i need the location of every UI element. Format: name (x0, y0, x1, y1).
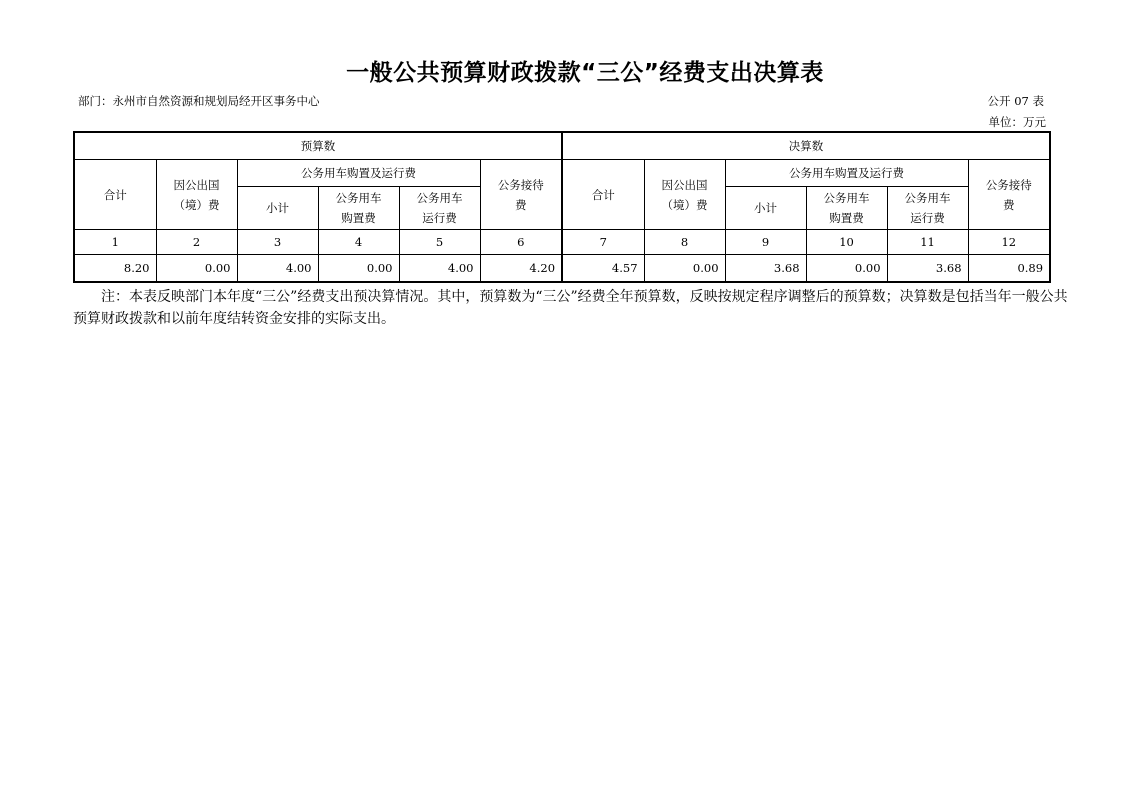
column-index: 4 (318, 230, 399, 255)
column-index: 3 (237, 230, 318, 255)
final-reception-value: 0.89 (968, 255, 1050, 283)
unit-label: 单位：万元 (988, 115, 1046, 129)
final-total-value: 4.57 (562, 255, 644, 283)
final-header: 决算数 (562, 132, 1050, 160)
budget-vehicle-header: 公务用车购置及运行费 (237, 160, 480, 187)
final-reception-header: 公务接待 费 (968, 160, 1050, 230)
column-index: 1 (74, 230, 156, 255)
final-vehicle-header: 公务用车购置及运行费 (725, 160, 968, 187)
form-number: 公开 07 表 (987, 94, 1044, 108)
budget-subtotal-header: 小计 (237, 187, 318, 230)
column-index: 8 (644, 230, 725, 255)
budget-total-value: 8.20 (74, 255, 156, 283)
budget-header: 预算数 (74, 132, 562, 160)
budget-total-header: 合计 (74, 160, 156, 230)
budget-operation-value: 4.00 (399, 255, 480, 283)
final-abroad-header: 因公出国 （境）费 (644, 160, 725, 230)
budget-reception-value: 4.20 (480, 255, 562, 283)
budget-operation-header: 公务用车 运行费 (399, 187, 480, 230)
budget-purchase-value: 0.00 (318, 255, 399, 283)
column-index: 12 (968, 230, 1050, 255)
budget-abroad-value: 0.00 (156, 255, 237, 283)
budget-abroad-header: 因公出国 （境）费 (156, 160, 237, 230)
budget-subtotal-value: 4.00 (237, 255, 318, 283)
page-title: 一般公共预算财政拨款“三公”经费支出决算表 (346, 60, 824, 86)
final-abroad-value: 0.00 (644, 255, 725, 283)
final-purchase-header: 公务用车 购置费 (806, 187, 887, 230)
column-index: 9 (725, 230, 806, 255)
three-public-expenses-table (73, 131, 1051, 283)
final-total-header: 合计 (562, 160, 644, 230)
column-index: 2 (156, 230, 237, 255)
final-purchase-value: 0.00 (806, 255, 887, 283)
budget-reception-header: 公务接待 费 (480, 160, 562, 230)
final-subtotal-header: 小计 (725, 187, 806, 230)
final-subtotal-value: 3.68 (725, 255, 806, 283)
table-note: 注：本表反映部门本年度“三公”经费支出预决算情况。其中，预算数为“三公”经费全年预算数，反映按规定程序调整后的预算数；决算数是包括当年一般公共预算财政拨款和以前年度结转资金安排的实际支出。 (73, 289, 1068, 327)
department-label: 部门：永州市自然资源和规划局经开区事务中心 (78, 94, 320, 108)
column-index: 11 (887, 230, 968, 255)
column-index: 7 (562, 230, 644, 255)
column-index: 5 (399, 230, 480, 255)
budget-purchase-header: 公务用车 购置费 (318, 187, 399, 230)
final-operation-header: 公务用车 运行费 (887, 187, 968, 230)
column-index: 10 (806, 230, 887, 255)
column-index: 6 (480, 230, 562, 255)
final-operation-value: 3.68 (887, 255, 968, 283)
